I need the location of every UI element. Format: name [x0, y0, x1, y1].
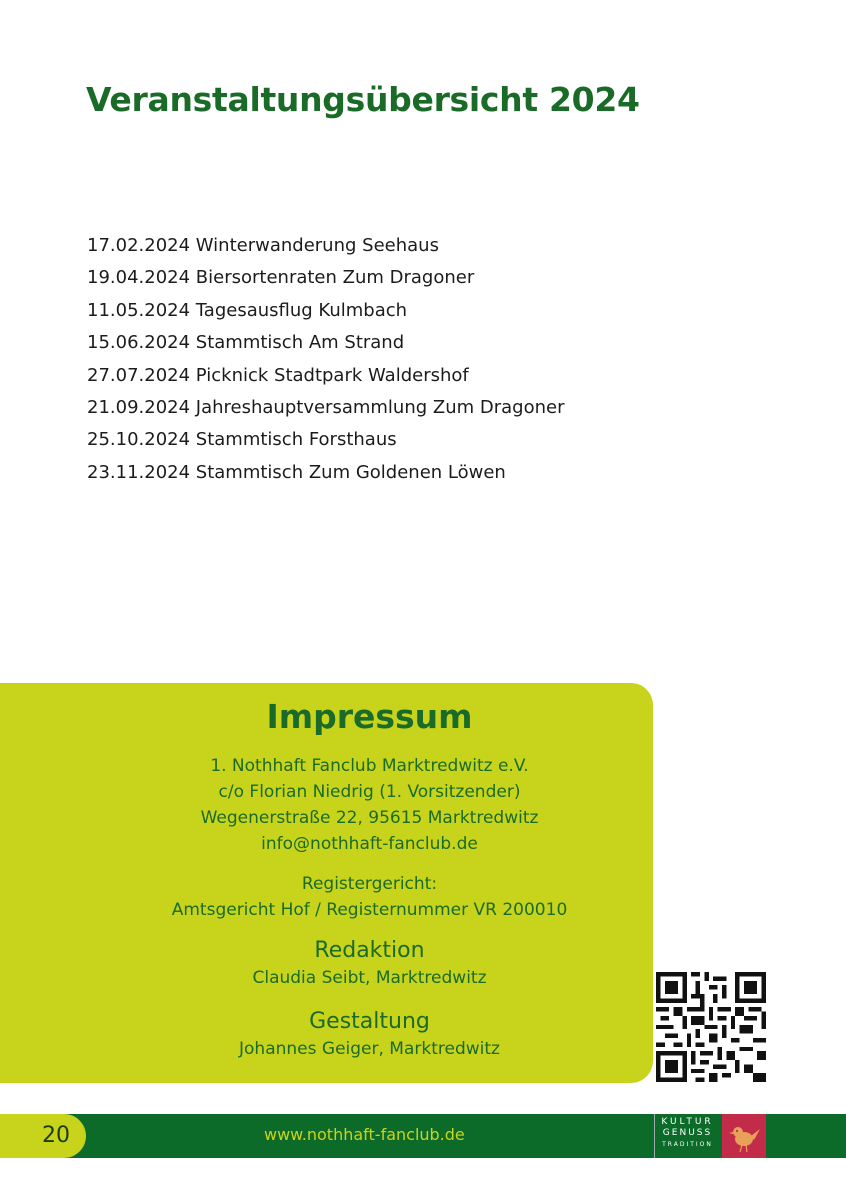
gestaltung-value: Johannes Geiger, Marktredwitz: [239, 1039, 500, 1059]
page-title: Veranstaltungsübersicht 2024: [86, 80, 640, 119]
list-item: 17.02.2024 Winterwanderung Seehaus: [87, 235, 439, 256]
website-link[interactable]: www.nothhaft-fanclub.de: [264, 1125, 465, 1144]
redaktion-value: Claudia Seibt, Marktredwitz: [252, 968, 487, 988]
gestaltung-block: [86, 1008, 653, 1062]
kultur-genuss-logo: [654, 1114, 766, 1158]
list-item: 21.09.2024 Jahreshauptversammlung Zum Dragoner: [87, 396, 565, 418]
redaktion-block: [86, 937, 653, 991]
register-label: Registergericht:: [301, 874, 438, 894]
event-list: [87, 232, 565, 491]
gestaltung-heading: Gestaltung: [309, 1009, 430, 1034]
address-line: c/o Florian Niedrig (1. Vorsitzender): [218, 782, 521, 802]
address-line: 1. Nothhaft Fanclub Marktredwitz e.V.: [210, 756, 529, 776]
list-item: 11.05.2024 Tagesausflug Kulmbach: [87, 299, 408, 321]
redaktion-heading: Redaktion: [314, 938, 425, 963]
list-item: 19.04.2024 Biersortenraten Zum Dragoner: [87, 267, 475, 289]
qr-code-icon[interactable]: [656, 972, 766, 1082]
bird-icon: [722, 1114, 766, 1158]
register-block: [86, 871, 653, 923]
list-item: 15.06.2024 Stammtisch Am Strand: [87, 332, 405, 354]
impressum-address: [86, 753, 653, 857]
email-link[interactable]: info@nothhaft-fanclub.de: [261, 834, 478, 854]
list-item: 27.07.2024 Picknick Stadtpark Waldershof: [87, 364, 469, 386]
list-item: 23.11.2024 Stammtisch Zum Goldenen Löwen: [87, 461, 506, 483]
impressum-box: [0, 683, 653, 1083]
register-value: Amtsgericht Hof / Registernummer VR 200010: [171, 900, 568, 920]
page-number: 20: [0, 1114, 86, 1158]
list-item: 25.10.2024 Stammtisch Forsthaus: [87, 429, 397, 451]
address-line: Wegenerstraße 22, 95615 Marktredwitz: [200, 808, 539, 828]
impressum-title: Impressum: [266, 697, 473, 736]
page-footer: [0, 1114, 846, 1158]
logo-text: KULTUR GENUSS TRADITION: [654, 1114, 720, 1158]
